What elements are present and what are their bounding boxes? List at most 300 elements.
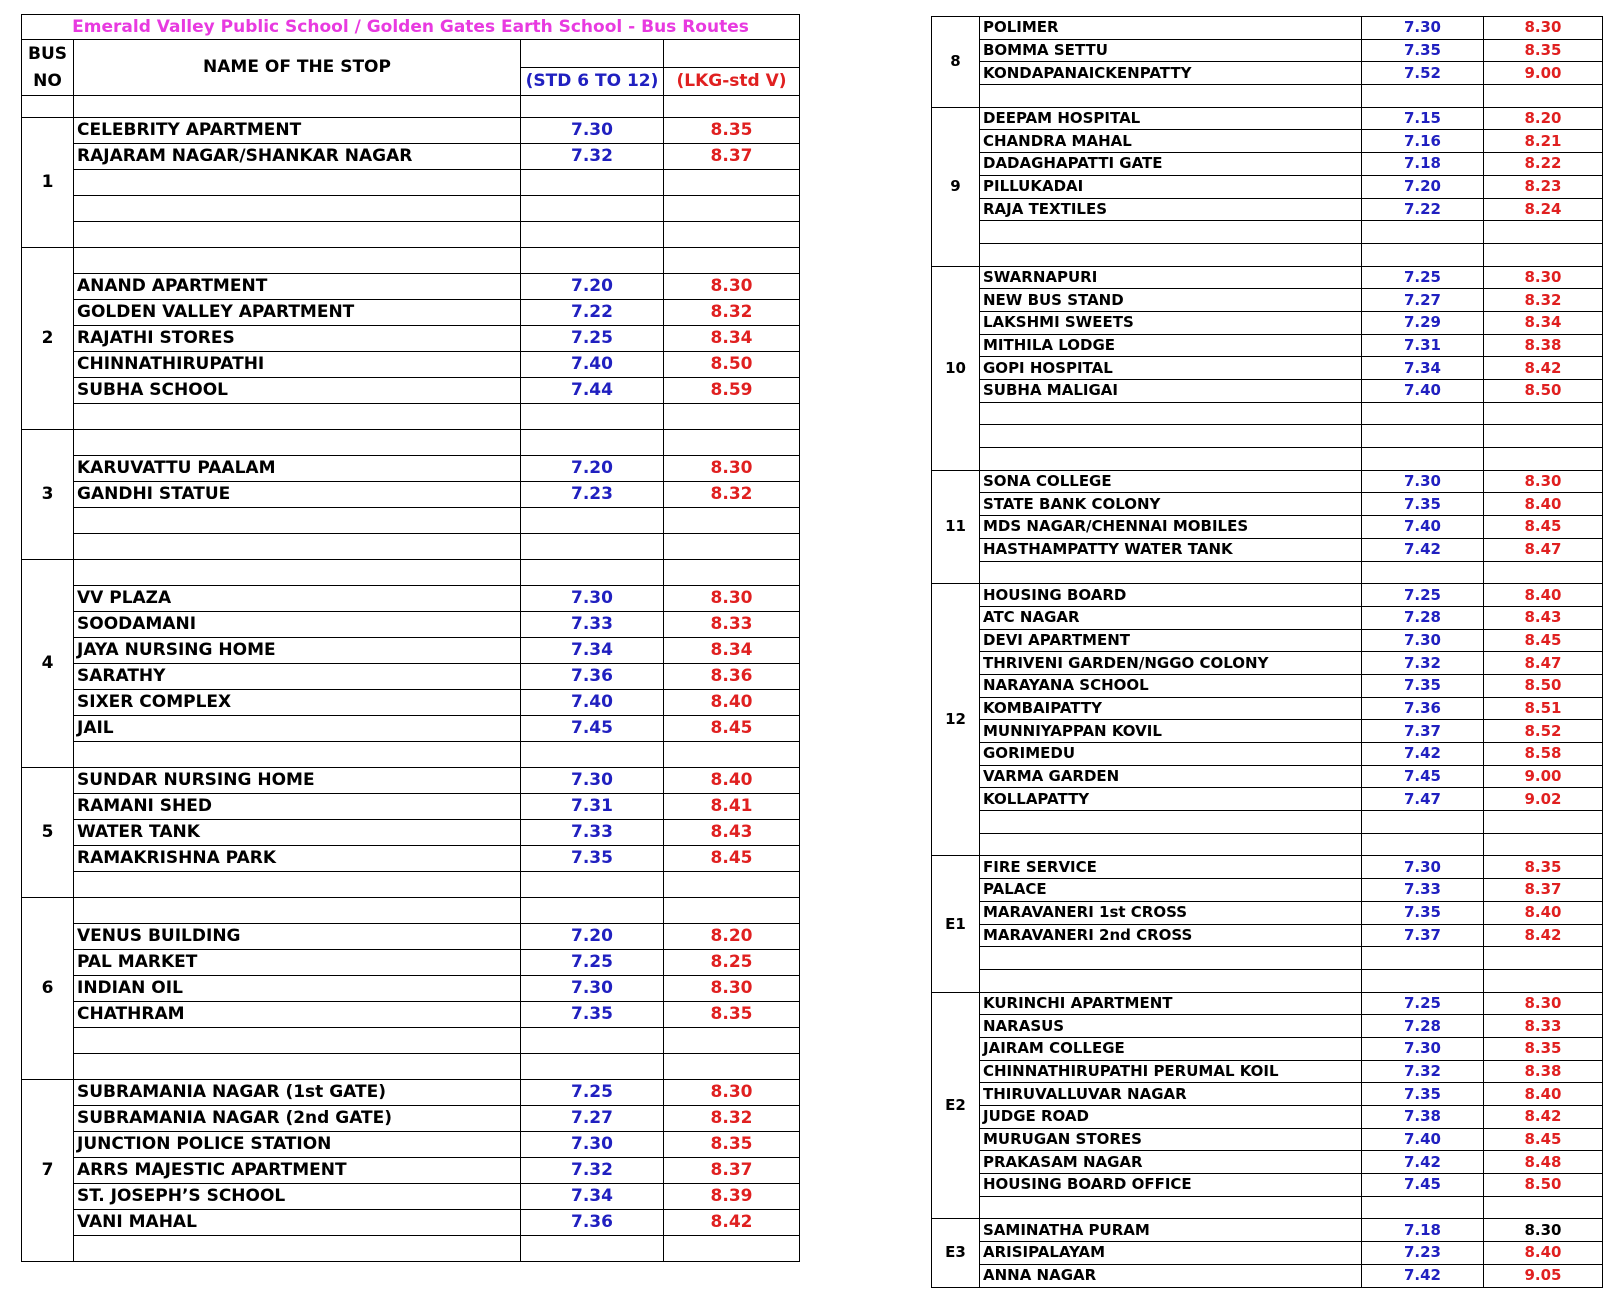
bus-no-header-line2: NO [33, 70, 62, 91]
route-row [22, 430, 800, 456]
junior-time [664, 872, 800, 898]
junior-time: 8.30 [1484, 1219, 1603, 1242]
senior-time: 7.27 [1362, 289, 1484, 312]
route-row [932, 1015, 1603, 1038]
stop-name: INDIAN OIL [74, 976, 521, 1002]
route-row [22, 144, 800, 170]
junior-time: 8.50 [1484, 380, 1603, 403]
junior-time: 8.35 [664, 1132, 800, 1158]
stop-name: MARAVANERI 1st CROSS [980, 901, 1362, 924]
stop-name: CHATHRAM [74, 1002, 521, 1028]
junior-time: 8.30 [664, 976, 800, 1002]
junior-time: 8.47 [1484, 538, 1603, 561]
stop-name: MITHILA LODGE [980, 334, 1362, 357]
junior-time: 8.33 [664, 612, 800, 638]
junior-time: 8.32 [1484, 289, 1603, 312]
senior-time: 7.30 [521, 768, 664, 794]
senior-time: 7.35 [1362, 39, 1484, 62]
senior-time: 7.30 [521, 1132, 664, 1158]
stop-name: NARASUS [980, 1015, 1362, 1038]
junior-time: 9.05 [1484, 1264, 1603, 1287]
bus-no-header [22, 40, 74, 96]
route-row [932, 879, 1603, 902]
junior-time: 9.00 [1484, 62, 1603, 85]
route-row [932, 334, 1603, 357]
senior-time: 7.35 [1362, 1083, 1484, 1106]
junior-time [664, 508, 800, 534]
stop-name: MARAVANERI 2nd CROSS [980, 924, 1362, 947]
senior-time [521, 1054, 664, 1080]
senior-time: 7.32 [521, 1158, 664, 1184]
junior-time: 8.58 [1484, 743, 1603, 766]
route-row [932, 266, 1603, 289]
junior-time [1484, 969, 1603, 992]
senior-time [1362, 85, 1484, 108]
bus-no-header-line1: BUS [27, 43, 67, 64]
junior-time [1484, 243, 1603, 266]
junior-time [664, 742, 800, 768]
stop-name: KOLLAPATTY [980, 788, 1362, 811]
route-row [932, 1242, 1603, 1265]
route-row [932, 1083, 1603, 1106]
route-row [932, 153, 1603, 176]
stop-name: GOPI HOSPITAL [980, 357, 1362, 380]
stop-name [980, 425, 1362, 448]
junior-time: 8.20 [664, 924, 800, 950]
senior-time: 7.27 [521, 1106, 664, 1132]
header-blank-cell [521, 40, 664, 68]
route-row [932, 629, 1603, 652]
stop-name: VENUS BUILDING [74, 924, 521, 950]
junior-time [1484, 833, 1603, 856]
stop-name: BOMMA SETTU [980, 39, 1362, 62]
stop-name: JUNCTION POLICE STATION [74, 1132, 521, 1158]
route-row [22, 404, 800, 430]
junior-time: 8.33 [1484, 1015, 1603, 1038]
bus-number: E1 [932, 856, 980, 992]
stop-name: RAJATHI STORES [74, 326, 521, 352]
route-row [22, 1028, 800, 1054]
route-row [22, 1132, 800, 1158]
route-row [22, 534, 800, 560]
stop-name [74, 534, 521, 560]
route-row [22, 950, 800, 976]
stop-name: KONDAPANAICKENPATTY [980, 62, 1362, 85]
stop-name: MDS NAGAR/CHENNAI MOBILES [980, 516, 1362, 539]
senior-time: 7.52 [1362, 62, 1484, 85]
stop-name: FIRE SERVICE [980, 856, 1362, 879]
spacer-cell [22, 96, 74, 118]
junior-time [664, 404, 800, 430]
junior-time: 8.38 [1484, 334, 1603, 357]
stop-name [74, 872, 521, 898]
senior-time: 7.33 [1362, 879, 1484, 902]
route-row [932, 130, 1603, 153]
stop-name: SUBRAMANIA NAGAR (1st GATE) [74, 1080, 521, 1106]
senior-time: 7.37 [1362, 720, 1484, 743]
senior-time: 7.30 [521, 586, 664, 612]
senior-time: 7.47 [1362, 788, 1484, 811]
senior-time [1362, 243, 1484, 266]
stop-name: VV PLAZA [74, 586, 521, 612]
route-row [22, 898, 800, 924]
senior-time: 7.40 [521, 352, 664, 378]
stop-name [74, 560, 521, 586]
route-row [932, 62, 1603, 85]
senior-time [521, 508, 664, 534]
senior-time: 7.23 [521, 482, 664, 508]
stop-name: MURUGAN STORES [980, 1128, 1362, 1151]
junior-time: 8.30 [1484, 266, 1603, 289]
route-row [932, 720, 1603, 743]
junior-time: 8.40 [664, 768, 800, 794]
stop-name: JAYA NURSING HOME [74, 638, 521, 664]
route-row [22, 456, 800, 482]
stop-name: PRAKASAM NAGAR [980, 1151, 1362, 1174]
junior-time: 8.39 [664, 1184, 800, 1210]
senior-time: 7.30 [1362, 629, 1484, 652]
route-row [22, 170, 800, 196]
stop-name: SAMINATHA PURAM [980, 1219, 1362, 1242]
senior-time: 7.18 [1362, 153, 1484, 176]
bus-number: 3 [22, 430, 74, 560]
junior-time: 8.30 [1484, 992, 1603, 1015]
route-row [932, 289, 1603, 312]
stop-name: ST. JOSEPH’S SCHOOL [74, 1184, 521, 1210]
senior-time: 7.42 [1362, 1264, 1484, 1287]
senior-time: 7.15 [1362, 107, 1484, 130]
senior-time: 7.20 [521, 924, 664, 950]
senior-time: 7.20 [521, 456, 664, 482]
junior-time: 8.37 [664, 144, 800, 170]
route-row [22, 274, 800, 300]
senior-time: 7.35 [1362, 493, 1484, 516]
route-row [22, 1080, 800, 1106]
route-row [932, 1196, 1603, 1219]
route-row [932, 198, 1603, 221]
route-row [22, 326, 800, 352]
senior-time: 7.33 [521, 612, 664, 638]
stop-name: VANI MAHAL [74, 1210, 521, 1236]
junior-time [664, 560, 800, 586]
senior-time: 7.36 [1362, 697, 1484, 720]
route-row [22, 1184, 800, 1210]
spacer-cell [664, 96, 800, 118]
route-row [932, 221, 1603, 244]
junior-time: 8.35 [664, 1002, 800, 1028]
junior-time: 8.35 [1484, 856, 1603, 879]
stop-name: STATE BANK COLONY [980, 493, 1362, 516]
junior-time: 8.40 [1484, 493, 1603, 516]
route-row [22, 846, 800, 872]
stop-name: RAMANI SHED [74, 794, 521, 820]
route-row [932, 493, 1603, 516]
junior-time: 8.41 [664, 794, 800, 820]
stop-name [980, 221, 1362, 244]
senior-time: 7.34 [521, 638, 664, 664]
junior-time: 8.34 [1484, 311, 1603, 334]
route-row [22, 1158, 800, 1184]
senior-time: 7.25 [1362, 992, 1484, 1015]
spacer-cell [74, 96, 521, 118]
route-row [22, 612, 800, 638]
bus-number: 6 [22, 898, 74, 1080]
junior-time: 8.21 [1484, 130, 1603, 153]
stop-name: SUBHA SCHOOL [74, 378, 521, 404]
senior-time: 7.32 [1362, 652, 1484, 675]
stop-name: RAMAKRISHNA PARK [74, 846, 521, 872]
senior-time: 7.25 [1362, 584, 1484, 607]
route-row [932, 1128, 1603, 1151]
route-row [22, 924, 800, 950]
stop-name: MUNNIYAPPAN KOVIL [980, 720, 1362, 743]
junior-time: 8.37 [1484, 879, 1603, 902]
junior-time: 8.45 [1484, 629, 1603, 652]
senior-time: 7.31 [1362, 334, 1484, 357]
route-row [22, 586, 800, 612]
route-row [22, 690, 800, 716]
senior-time [521, 872, 664, 898]
route-row [22, 794, 800, 820]
junior-time-header: (LKG-std V) [664, 68, 800, 96]
senior-time: 7.44 [521, 378, 664, 404]
route-row [932, 697, 1603, 720]
senior-time [521, 248, 664, 274]
junior-time [664, 430, 800, 456]
senior-time: 7.34 [1362, 357, 1484, 380]
senior-time: 7.28 [1362, 1015, 1484, 1038]
junior-time: 8.32 [664, 482, 800, 508]
junior-time: 8.45 [664, 716, 800, 742]
stop-name: NEW BUS STAND [980, 289, 1362, 312]
junior-time: 8.45 [1484, 1128, 1603, 1151]
bus-number: 8 [932, 17, 980, 108]
route-row [932, 402, 1603, 425]
senior-time [521, 1236, 664, 1262]
junior-time [1484, 448, 1603, 471]
route-row [22, 1236, 800, 1262]
bus-number: 5 [22, 768, 74, 898]
route-row [22, 1210, 800, 1236]
senior-time: 7.29 [1362, 311, 1484, 334]
route-row [932, 357, 1603, 380]
stop-name: THRIVENI GARDEN/NGGO COLONY [980, 652, 1362, 675]
senior-time [521, 898, 664, 924]
stop-name [980, 448, 1362, 471]
junior-time: 8.47 [1484, 652, 1603, 675]
stop-name: PALACE [980, 879, 1362, 902]
senior-time: 7.35 [521, 846, 664, 872]
stop-name [74, 170, 521, 196]
page-title: Emerald Valley Public School / Golden Gates Earth School - Bus Routes [22, 15, 800, 40]
senior-time [521, 742, 664, 768]
route-row [932, 448, 1603, 471]
left-route-table [21, 14, 800, 1262]
junior-time: 8.30 [664, 274, 800, 300]
stop-name: HOUSING BOARD [980, 584, 1362, 607]
senior-time [1362, 1196, 1484, 1219]
stop-name: CELEBRITY APARTMENT [74, 118, 521, 144]
route-row [932, 561, 1603, 584]
senior-time: 7.42 [1362, 1151, 1484, 1174]
stop-name: LAKSHMI SWEETS [980, 311, 1362, 334]
junior-time: 8.43 [1484, 606, 1603, 629]
stop-name: ATC NAGAR [980, 606, 1362, 629]
stop-name: JUDGE ROAD [980, 1106, 1362, 1129]
route-row [22, 222, 800, 248]
route-row [22, 1106, 800, 1132]
stop-name: KOMBAIPATTY [980, 697, 1362, 720]
junior-time: 8.24 [1484, 198, 1603, 221]
stop-name: PAL MARKET [74, 950, 521, 976]
senior-time: 7.30 [521, 976, 664, 1002]
junior-time: 8.48 [1484, 1151, 1603, 1174]
stop-name: SOODAMANI [74, 612, 521, 638]
stop-name [74, 222, 521, 248]
junior-time: 8.22 [1484, 153, 1603, 176]
junior-time: 8.50 [1484, 1174, 1603, 1197]
junior-time: 8.51 [1484, 697, 1603, 720]
route-row [22, 482, 800, 508]
junior-time: 8.30 [664, 456, 800, 482]
route-row [932, 243, 1603, 266]
junior-time: 8.40 [1484, 901, 1603, 924]
stop-name: GANDHI STATUE [74, 482, 521, 508]
junior-time: 8.34 [664, 638, 800, 664]
senior-time: 7.22 [1362, 198, 1484, 221]
junior-time [1484, 221, 1603, 244]
route-row [932, 606, 1603, 629]
junior-time: 8.45 [664, 846, 800, 872]
senior-time: 7.30 [521, 118, 664, 144]
route-row [932, 652, 1603, 675]
senior-time: 7.35 [1362, 901, 1484, 924]
route-row [22, 248, 800, 274]
senior-time [1362, 402, 1484, 425]
senior-time [521, 404, 664, 430]
junior-time [664, 1054, 800, 1080]
stop-name [980, 833, 1362, 856]
senior-time: 7.30 [1362, 17, 1484, 40]
header-blank-cell [664, 40, 800, 68]
senior-time: 7.28 [1362, 606, 1484, 629]
junior-time [1484, 85, 1603, 108]
senior-time: 7.45 [1362, 765, 1484, 788]
stop-name [980, 969, 1362, 992]
stop-name [980, 1196, 1362, 1219]
stop-name [74, 248, 521, 274]
senior-time: 7.38 [1362, 1106, 1484, 1129]
stop-name: KARUVATTU PAALAM [74, 456, 521, 482]
senior-time: 7.36 [521, 664, 664, 690]
stop-name: CHINNATHIRUPATHI PERUMAL KOIL [980, 1060, 1362, 1083]
senior-time: 7.42 [1362, 538, 1484, 561]
route-row [932, 470, 1603, 493]
stop-name [980, 243, 1362, 266]
route-row [22, 768, 800, 794]
junior-time: 8.23 [1484, 175, 1603, 198]
stop-name: GORIMEDU [980, 743, 1362, 766]
junior-time: 8.42 [1484, 924, 1603, 947]
senior-time [1362, 221, 1484, 244]
junior-time: 8.40 [1484, 1083, 1603, 1106]
senior-time [1362, 833, 1484, 856]
route-row [932, 788, 1603, 811]
senior-time: 7.18 [1362, 1219, 1484, 1242]
senior-time [521, 430, 664, 456]
junior-time [664, 1028, 800, 1054]
stop-name: ARRS MAJESTIC APARTMENT [74, 1158, 521, 1184]
junior-time [1484, 425, 1603, 448]
stop-name: SARATHY [74, 664, 521, 690]
stop-name: CHANDRA MAHAL [980, 130, 1362, 153]
bus-number: E2 [932, 992, 980, 1219]
senior-time: 7.40 [1362, 1128, 1484, 1151]
senior-time: 7.16 [1362, 130, 1484, 153]
route-row [22, 664, 800, 690]
senior-time: 7.25 [521, 1080, 664, 1106]
route-row [22, 872, 800, 898]
stop-name: CHINNATHIRUPATHI [74, 352, 521, 378]
bus-number: 9 [932, 107, 980, 266]
junior-time: 8.42 [1484, 357, 1603, 380]
stop-name: KURINCHI APARTMENT [980, 992, 1362, 1015]
bus-number: 1 [22, 118, 74, 248]
stop-name [74, 404, 521, 430]
junior-time: 8.25 [664, 950, 800, 976]
route-row [932, 1264, 1603, 1287]
senior-time: 7.37 [1362, 924, 1484, 947]
junior-time: 8.45 [1484, 516, 1603, 539]
route-row [22, 196, 800, 222]
junior-time: 8.37 [664, 1158, 800, 1184]
stop-name: DEVI APARTMENT [980, 629, 1362, 652]
junior-time [664, 898, 800, 924]
junior-time: 8.52 [1484, 720, 1603, 743]
stop-name: ARISIPALAYAM [980, 1242, 1362, 1265]
senior-time: 7.35 [521, 1002, 664, 1028]
stop-name [980, 85, 1362, 108]
junior-time: 8.50 [1484, 674, 1603, 697]
senior-time [1362, 448, 1484, 471]
bus-number: 4 [22, 560, 74, 768]
junior-time: 8.43 [664, 820, 800, 846]
route-row [932, 1219, 1603, 1242]
junior-time [1484, 1196, 1603, 1219]
junior-time: 9.00 [1484, 765, 1603, 788]
senior-time: 7.33 [521, 820, 664, 846]
route-row [22, 820, 800, 846]
junior-time: 8.30 [1484, 17, 1603, 40]
stop-name: RAJARAM NAGAR/SHANKAR NAGAR [74, 144, 521, 170]
senior-time [521, 1028, 664, 1054]
senior-time: 7.34 [521, 1184, 664, 1210]
route-row [932, 1174, 1603, 1197]
route-row [22, 352, 800, 378]
senior-time: 7.40 [1362, 516, 1484, 539]
stop-name: DADAGHAPATTI GATE [980, 153, 1362, 176]
junior-time [1484, 402, 1603, 425]
junior-time: 8.38 [1484, 1060, 1603, 1083]
senior-time: 7.20 [521, 274, 664, 300]
route-row [932, 1151, 1603, 1174]
stop-name [980, 561, 1362, 584]
senior-time [1362, 811, 1484, 834]
bus-number: E3 [932, 1219, 980, 1287]
stop-name [74, 508, 521, 534]
route-row [22, 976, 800, 1002]
junior-time: 8.30 [664, 586, 800, 612]
